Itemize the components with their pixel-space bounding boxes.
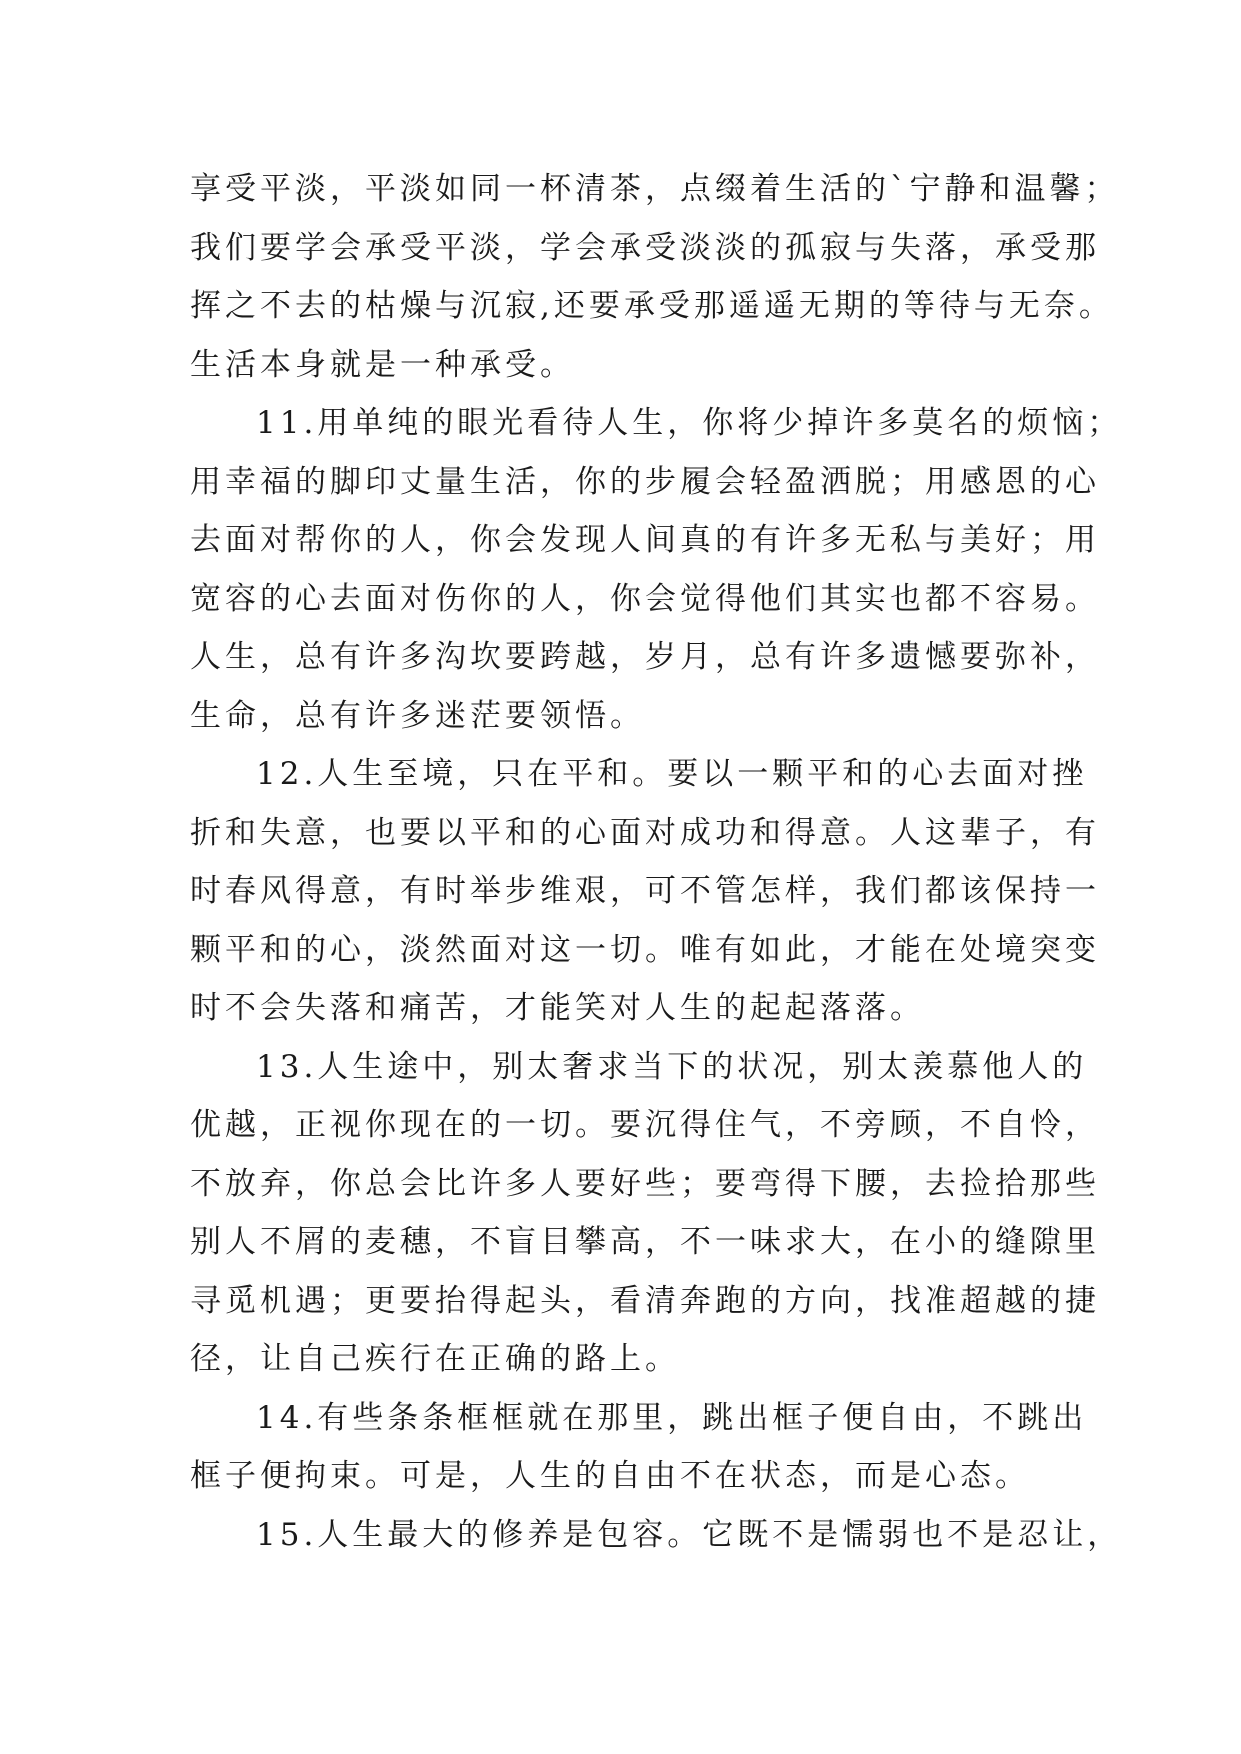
text-line: 折和失意，也要以平和的心面对成功和得意。人这辈子，有	[190, 814, 1100, 851]
document-body	[190, 160, 1123, 1564]
text-line: 人生，总有许多沟坎要跨越，岁月，总有许多遗憾要弥补，	[190, 639, 1100, 675]
text-line: 用幸福的脚印丈量生活，你的步履会轻盈洒脱；用感恩的心	[190, 463, 1100, 500]
text-line: 时不会失落和痛苦，才能笑对人生的起起落落。	[190, 990, 925, 1026]
text-line: 宽容的心去面对伤你的人，你会觉得他们其实也都不容易。	[190, 580, 1100, 617]
text-line: 径，让自己疾行在正确的路上。	[190, 1341, 680, 1377]
text-line: 寻觅机遇；更要抬得起头，看清奔跑的方向，找准超越的捷	[190, 1282, 1100, 1319]
text-line: 生命，总有许多迷茫要领悟。	[190, 697, 645, 734]
paragraph-11-start: 11.用单纯的眼光看待人生，你将少掉许多莫名的烦恼；	[256, 405, 1123, 441]
text-line: 优越，正视你现在的一切。要沉得住气，不旁顾，不自怜，	[190, 1107, 1100, 1143]
text-line: 颗平和的心，淡然面对这一切。唯有如此，才能在处境突变	[190, 931, 1100, 968]
paragraph-12-start: 12.人生至境，只在平和。要以一颗平和的心去面对挫	[256, 756, 1088, 792]
text-line: 框子便拘束。可是，人生的自由不在状态，而是心态。	[190, 1458, 1030, 1494]
paragraph-13-start: 13.人生途中，别太奢求当下的状况，别太羡慕他人的	[256, 1048, 1088, 1085]
text-line: 挥之不去的枯燥与沉寂,还要承受那遥遥无期的等待与无奈。	[190, 288, 1114, 324]
text-line: 生活本身就是一种承受。	[190, 346, 575, 383]
paragraph-15-start: 15.人生最大的修养是包容。它既不是懦弱也不是忍让，	[256, 1516, 1123, 1553]
text-line: 我们要学会承受平淡，学会承受淡淡的孤寂与失落，承受那	[190, 229, 1100, 266]
text-line: 不放弃，你总会比许多人要好些；要弯得下腰，去捡拾那些	[190, 1165, 1100, 1202]
paragraph-14-start: 14.有些条条框框就在那里，跳出框子便自由，不跳出	[256, 1399, 1088, 1436]
text-line: 时春风得意，有时举步维艰，可不管怎样，我们都该保持一	[190, 873, 1100, 909]
text-line: 享受平淡，平淡如同一杯清茶，点缀着生活的`宁静和温馨；	[190, 171, 1120, 207]
text-line: 别人不屑的麦穗，不盲目攀高，不一味求大，在小的缝隙里	[190, 1224, 1100, 1260]
text-line: 去面对帮你的人，你会发现人间真的有许多无私与美好；用	[190, 522, 1100, 558]
